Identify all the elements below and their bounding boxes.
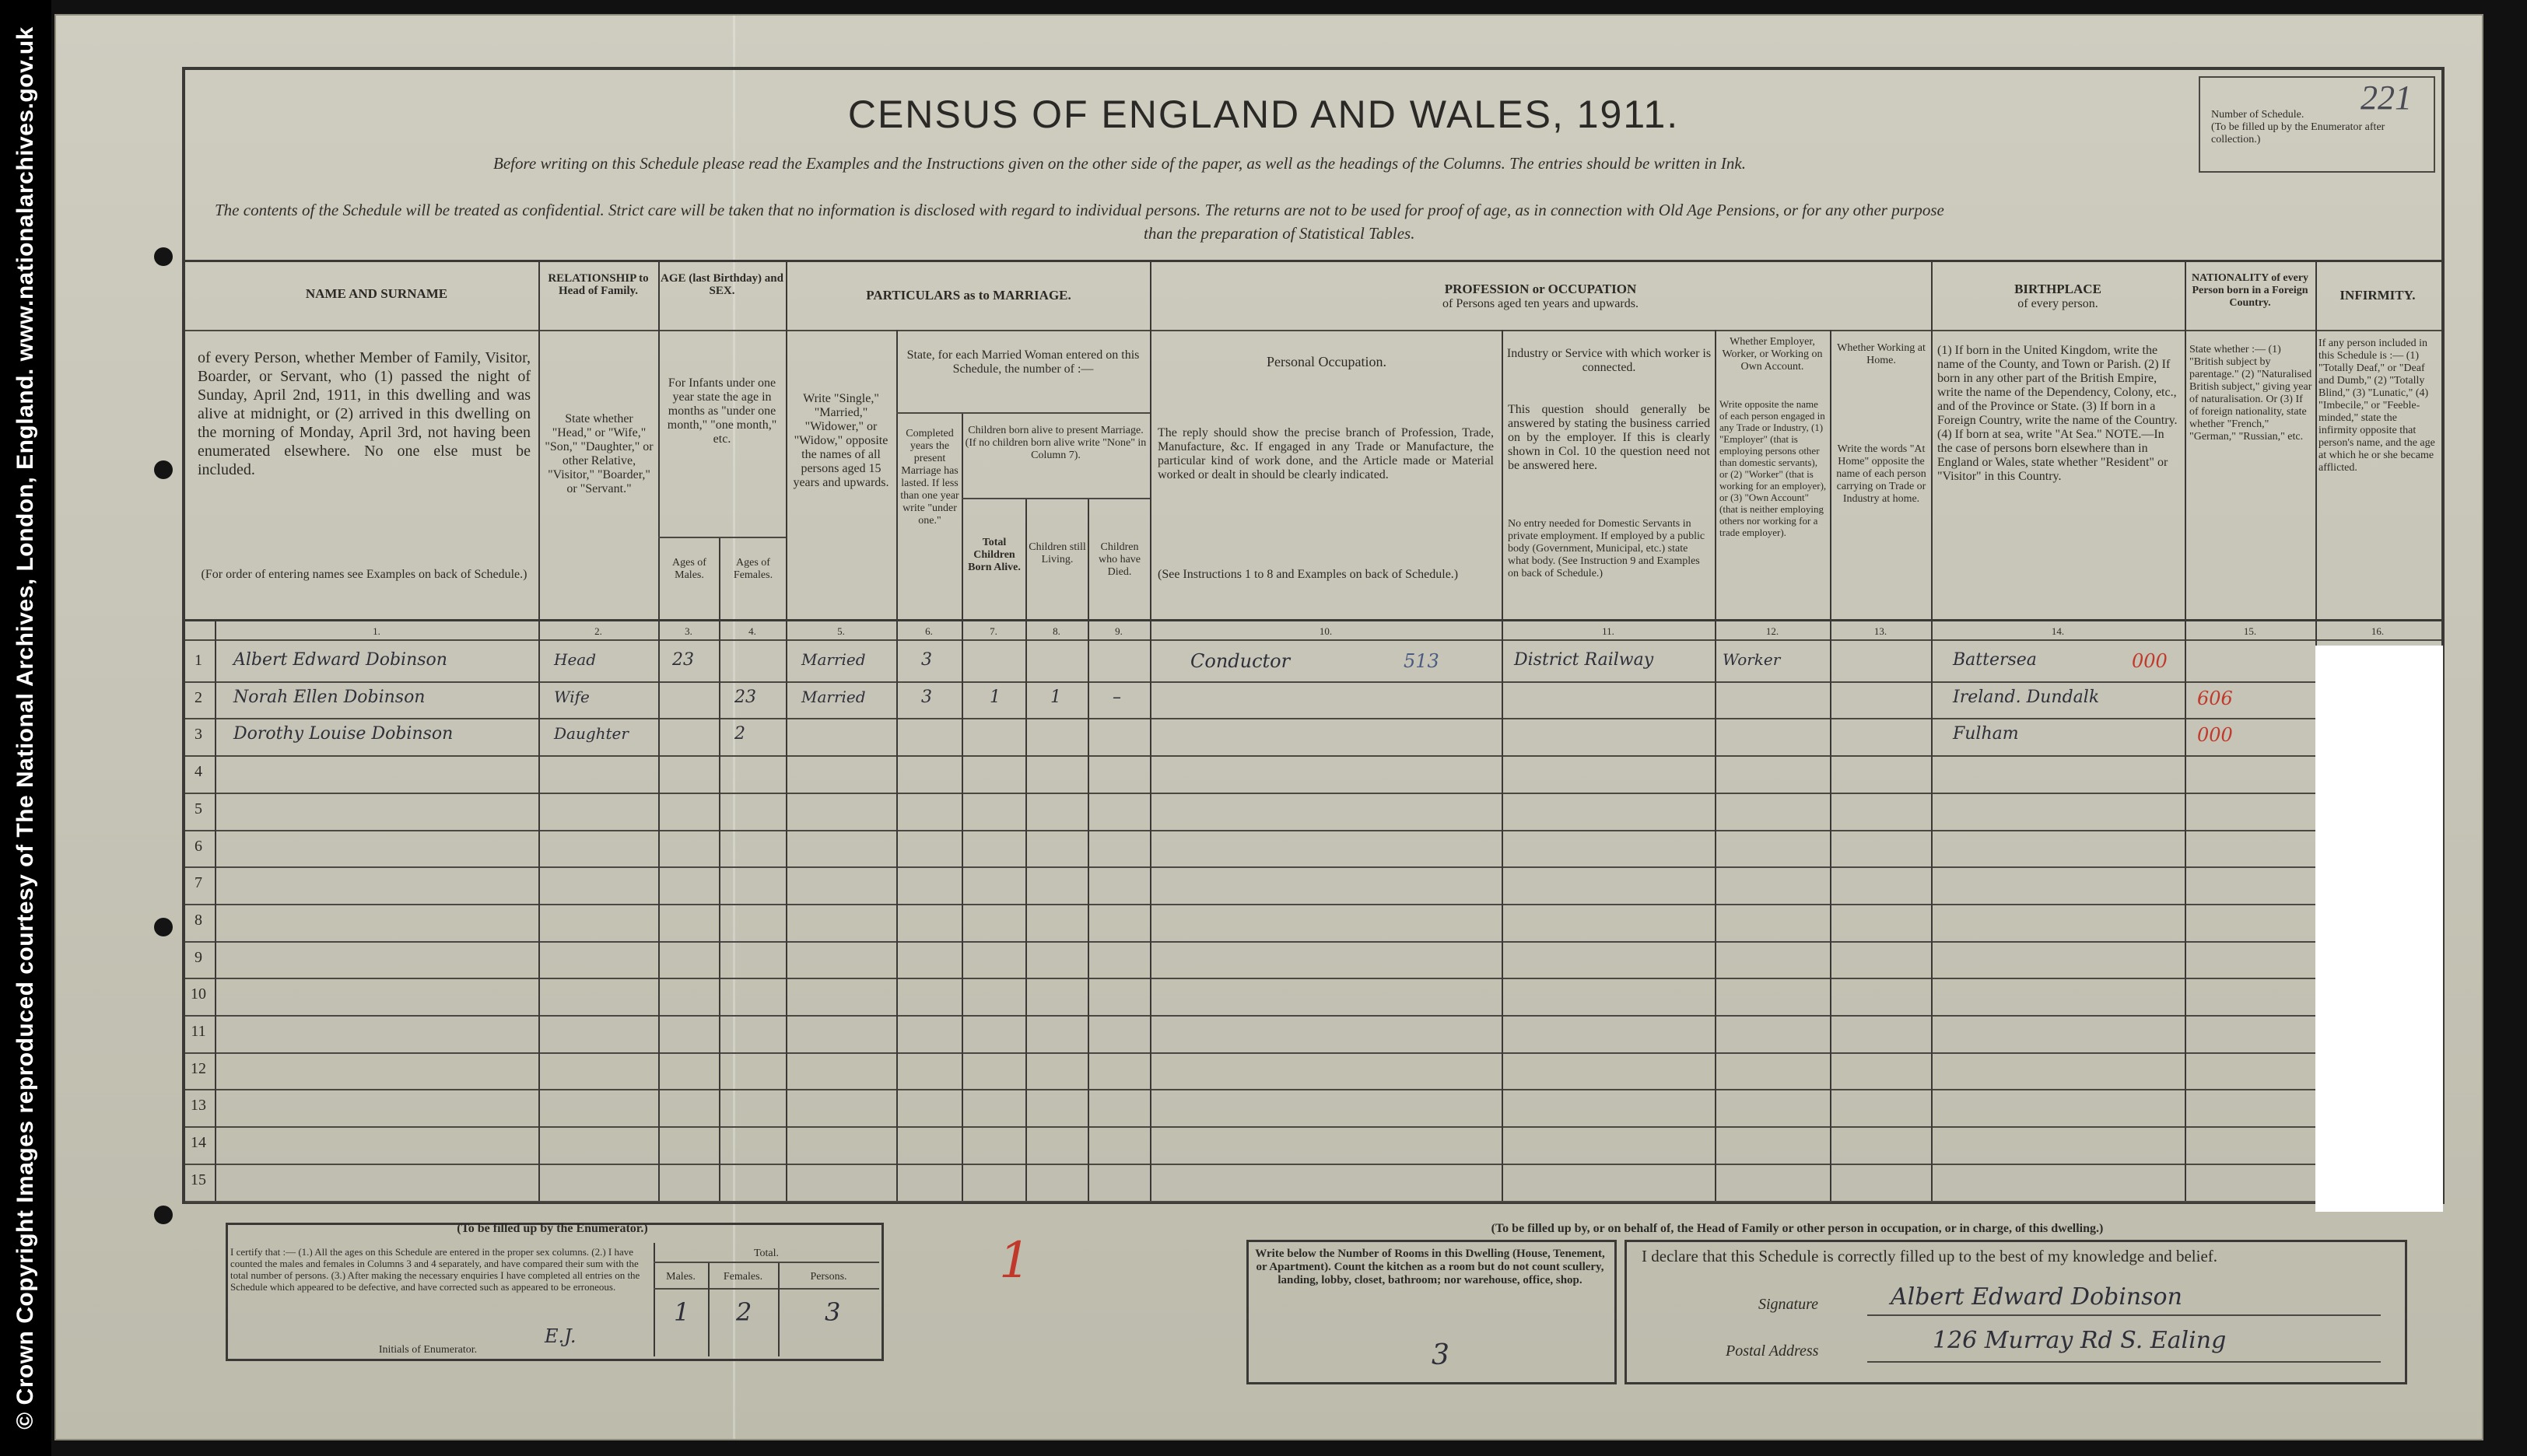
- marriage-write: Write "Single," "Married," "Widower," or "Widow," opposite the names of all persons aged 15 years and upwards.: [793, 392, 889, 489]
- rooms-instruction: Write below the Number of Rooms in this Dwelling (House, Tenement, or Apartment). Count the kitchen as a room but do not count scullery, landing, lobby, closet, bathroom; nor warehouse, office, shop.: [1255, 1248, 1605, 1286]
- total-label: Total.: [753, 1248, 780, 1259]
- form-title: CENSUS OF ENGLAND AND WALES, 1911.: [847, 93, 1680, 136]
- intro-line-3: than the preparation of Statistical Tables.: [1144, 224, 1415, 243]
- col-line: [1150, 260, 1151, 1201]
- address-label: Postal Address: [1726, 1342, 1819, 1360]
- males-label: Males.: [666, 1271, 696, 1283]
- column-number: 15.: [2243, 625, 2257, 637]
- column-number: 4.: [748, 625, 756, 637]
- entry-employer: Worker: [1723, 650, 1781, 669]
- copyright-text: © Crown Copyright Images reproduced courtesy of The National Archives, London, England. www.nationalarchives.gov.uk: [12, 26, 38, 1430]
- personal-occupation-label: Personal Occupation.: [1267, 354, 1386, 369]
- column-number: 1.: [373, 625, 380, 637]
- entry-birth-code: 606: [2197, 688, 2233, 709]
- entry-children-died: –: [1113, 688, 1121, 707]
- row-line: [185, 1201, 2441, 1202]
- entry-age-female: 2: [734, 724, 745, 744]
- column-number: 10.: [1319, 625, 1333, 637]
- entry-birthplace: Fulham: [1953, 724, 2019, 744]
- nationality-description: State whether :— (1) "British subject by parentage." (2) "Naturalised British subject," giving year of naturalisation. Or (3) If of foreign nationality, state whether "French," "German," "Russian," etc.: [2189, 344, 2312, 443]
- industry-label: Industry or Service with which worker is connected.: [1506, 347, 1712, 374]
- row-line: [185, 1126, 2441, 1128]
- intro-line-2: The contents of the Schedule will be treated as confidential. Strict care will be taken that no information is disclosed with regard to individual persons. The returns are not to be used for proof of age, as in connection with Old Age Pensions, or for any other purpose: [215, 201, 1944, 219]
- punch-hole: [154, 918, 173, 936]
- completed-years: Completed years the present Marriage has lasted. If less than one year write "under one.": [900, 428, 959, 527]
- entry-years-married: 3: [921, 650, 932, 670]
- col-line: [962, 412, 963, 1201]
- declaration-text: I declare that this Schedule is correctly filled up to the best of my knowledge and belief.: [1642, 1247, 2218, 1265]
- col-line: [1088, 498, 1089, 1201]
- postal-address: 126 Murray Rd S. Ealing: [1933, 1327, 2227, 1354]
- column-number: 2.: [594, 625, 602, 637]
- column-number: 11.: [1602, 625, 1614, 637]
- children-sub-rule: [962, 498, 1150, 499]
- row-line: [185, 1015, 2441, 1017]
- total-males: 1: [674, 1297, 690, 1327]
- header-bottom-rule: [185, 619, 2441, 621]
- header-rule: [185, 330, 2441, 331]
- punch-hole: [154, 247, 173, 266]
- total-rule: [654, 1262, 879, 1263]
- married-woman-note: State, for each Married Woman entered on this Schedule, the number of :—: [906, 348, 1140, 376]
- row-line: [185, 793, 2441, 794]
- entry-marriage: Married: [801, 688, 866, 706]
- col-line: [896, 330, 898, 1201]
- females-label: Females.: [723, 1271, 763, 1283]
- header-marriage: PARTICULARS as to MARRIAGE.: [866, 288, 1071, 303]
- header-age: AGE (last Birthday) and SEX.: [661, 272, 783, 297]
- row-number: 3: [195, 726, 202, 743]
- row-number: 14: [191, 1134, 206, 1151]
- personal-occupation-description: The reply should show the precise branch of Profession, Trade, Manufacture, &c. If engaged in any Trade or Manufacture, the particular kind of work done, and the Article made or Material worked or dealt in should be clearly indicated.: [1158, 426, 1494, 481]
- age-description: For Infants under one year state the age in months as "under one month," "one month," etc.: [667, 376, 777, 446]
- entry-occupation: Conductor: [1190, 650, 1291, 672]
- entry-birthplace: Battersea: [1953, 650, 2037, 670]
- column-number: 6.: [925, 625, 933, 637]
- row-number: 4: [195, 763, 202, 780]
- entry-name: Albert Edward Dobinson: [233, 650, 447, 670]
- column-number: 8.: [1053, 625, 1060, 637]
- signature-label: Signature: [1758, 1296, 1819, 1313]
- col-line: [1715, 330, 1716, 1201]
- table-top-rule: [185, 260, 2441, 262]
- row-number: 6: [195, 838, 202, 855]
- row-line: [185, 681, 2441, 683]
- row-number: 5: [195, 800, 202, 817]
- header-birthplace: BIRTHPLACE: [2014, 282, 2101, 296]
- row-number: 8: [195, 912, 202, 929]
- col-line: [658, 260, 660, 1201]
- column-number: 12.: [1765, 625, 1779, 637]
- birthplace-description: (1) If born in the United Kingdom, write the name of the County, and Town or Parish. (2) If born in any other part of the British Empire, write the name of the Dependency, Colony, etc., and of the Province or State. (3) If born in a Foreign Country, write the name of the Country. (4) If born at sea, write "At Sea." NOTE.—In the case of persons born elsewhere than in England or Wales, state whether "Resident" or "Visitor" in this Country.: [1937, 344, 2178, 483]
- at-home-description: Write the words "At Home" opposite the name of each person carrying on Trade or Industry at home.: [1836, 443, 1926, 505]
- punch-hole: [154, 460, 173, 479]
- row-line: [185, 1164, 2441, 1165]
- row-number: 2: [195, 689, 202, 706]
- column-number: 14.: [2051, 625, 2065, 637]
- entry-age-male: 23: [672, 650, 694, 670]
- infirmity-description: If any person included in this Schedule is :— (1) "Totally Deaf," or "Deaf and Dumb," (2) "Totally Blind," (3) "Lunatic," (4) "Imbecile," or "Feeble-minded," state the infirmity opposite that person's name, and the age at which he or she became afflicted.: [2318, 338, 2435, 474]
- copyright-strip: [0, 0, 51, 1456]
- row-number: 15: [191, 1171, 206, 1188]
- redaction-block: [2315, 646, 2443, 1212]
- entry-name: Dorothy Louise Dobinson: [233, 724, 454, 744]
- header-nationality: NATIONALITY of every Person born in a Foreign Country.: [2191, 272, 2309, 309]
- signature-line: [1867, 1314, 2381, 1316]
- employer-label: Whether Employer, Worker, or Working on Own Account.: [1722, 336, 1823, 373]
- children-living-label: Children still Living.: [1029, 541, 1086, 565]
- col-line: [538, 260, 540, 1201]
- column-number: 5.: [837, 625, 845, 637]
- header-name: NAME AND SURNAME: [305, 286, 448, 301]
- employer-description: Write opposite the name of each person engaged in any Trade or Industry, (1) "Employer" (that is employing persons other than domestic servants), or (2) "Worker" (that is working for an employer), or (3) "Own Account" (that is neither employing others nor working for a trade employer).: [1719, 398, 1827, 538]
- row-line: [185, 1052, 2441, 1054]
- total-rule-2: [654, 1288, 879, 1290]
- children-born: Children born alive to present Marriage. (If no children born alive write "None" in Column 7).: [965, 425, 1147, 461]
- intro-line-1: Before writing on this Schedule please read the Examples and the Instructions given on the other side of the paper, as well as the headings of the Columns. The entries should be written in Ink.: [493, 154, 1746, 173]
- ages-females-label: Ages of Females.: [733, 557, 773, 581]
- name-note: (For order of entering names see Examples on back of Schedule.): [201, 568, 527, 581]
- row-line: [185, 1089, 2441, 1090]
- row-number: 1: [195, 652, 202, 669]
- entry-marriage: Married: [801, 650, 866, 669]
- col-line: [2185, 260, 2186, 1201]
- schedule-note: (To be filled up by the Enumerator after collection.): [2211, 121, 2385, 145]
- entry-birthplace: Ireland. Dundalk: [1953, 688, 2100, 707]
- initials-label: Initials of Enumerator.: [378, 1344, 478, 1356]
- col-line: [215, 621, 216, 1201]
- entry-birth-code: 000: [2197, 724, 2233, 746]
- row-number: 7: [195, 874, 202, 891]
- row-number: 10: [191, 985, 206, 1003]
- entry-relationship: Wife: [554, 688, 590, 706]
- punch-hole: [154, 1206, 173, 1224]
- industry-description: This question should generally be answered by stating the business carried on by the employer. If this is clearly shown in Col. 10 the question need not be answered here.: [1508, 403, 1710, 472]
- row-line: [185, 755, 2441, 757]
- row-line: [185, 718, 2441, 719]
- ages-males-label: Ages of Males.: [672, 557, 706, 581]
- enumerator-initials: E.J.: [545, 1325, 577, 1347]
- row-number: 12: [191, 1060, 206, 1077]
- signature: Albert Edward Dobinson: [1891, 1283, 2182, 1311]
- schedule-number: 221: [2361, 79, 2412, 117]
- row-line: [185, 866, 2441, 868]
- row-line: [185, 830, 2441, 831]
- children-died-label: Children who have Died.: [1098, 541, 1141, 578]
- rooms-count: 3: [1432, 1339, 1449, 1371]
- column-number: 13.: [1873, 625, 1887, 637]
- header-relationship: RELATIONSHIP to Head of Family.: [548, 272, 649, 297]
- column-number: 16.: [2371, 625, 2385, 637]
- header-profession-sub: of Persons aged ten years and upwards.: [1442, 297, 1639, 310]
- entry-age-female: 23: [734, 688, 756, 707]
- at-home-label: Whether Working at Home.: [1837, 342, 1926, 366]
- entry-children-living: 1: [1050, 688, 1061, 707]
- entry-industry: District Railway: [1514, 650, 1654, 670]
- enumerator-title: (To be filled up by the Enumerator.): [457, 1222, 648, 1235]
- name-description: of every Person, whether Member of Family, Visitor, Boarder, or Servant, who (1) passed the night of Sunday, April 2nd, 1911, in this dwelling and was alive at midnight, or (2) arrived in this dwelling on the morning of Monday, April 3rd, not having been enumerated elsewhere. No one else must be included.: [198, 349, 531, 478]
- colnum-rule: [185, 639, 2441, 641]
- row-line: [185, 941, 2441, 943]
- header-infirmity: INFIRMITY.: [2339, 288, 2416, 303]
- col-line: [1502, 330, 1503, 1201]
- persons-label: Persons.: [810, 1271, 847, 1283]
- entry-name: Norah Ellen Dobinson: [233, 688, 426, 707]
- address-line: [1867, 1361, 2381, 1363]
- schedule-label: Number of Schedule.: [2211, 109, 2304, 121]
- row-line: [185, 904, 2441, 905]
- col-line: [1931, 260, 1933, 1201]
- red-tally-mark: 1: [999, 1232, 1031, 1290]
- schedule-number-box: [2199, 76, 2435, 173]
- entry-total-children: 1: [990, 688, 1001, 707]
- entry-occupation-code: 513: [1404, 650, 1439, 672]
- column-number: 7.: [990, 625, 997, 637]
- header-birthplace-sub: of every person.: [2017, 297, 2098, 310]
- total-females: 2: [736, 1297, 752, 1327]
- column-number: 9.: [1115, 625, 1123, 637]
- head-section-title: (To be filled up by, or on behalf of, the Head of Family or other person in occupation, or in charge, of this dwelling.): [1491, 1222, 2104, 1235]
- row-line: [185, 978, 2441, 979]
- entry-relationship: Head: [554, 650, 597, 669]
- total-children-label: Total Children Born Alive.: [968, 537, 1021, 573]
- col-line: [719, 537, 720, 1201]
- age-sub-rule: [658, 537, 786, 538]
- marriage-sub-rule: [896, 412, 1150, 414]
- entry-years-married: 3: [921, 688, 932, 707]
- column-number: 3.: [685, 625, 692, 637]
- enumerator-certify: I certify that :— (1.) All the ages on this Schedule are entered in the proper sex columns. (2.) I have counted the males and females in Columns 3 and 4 separately, and have compared their sum with the total number of persons. (3.) After making the necessary enquiries I have completed all entries on the Schedule which appeared to be defective, and have corrected such as appeared to be erroneous.: [230, 1246, 640, 1293]
- col-line: [1025, 498, 1027, 1201]
- industry-note: No entry needed for Domestic Servants in private employment. If employed by a public body (Government, Municipal, etc.) state what body. (See Instruction 9 and Examples on back of Schedule.): [1508, 518, 1705, 579]
- personal-occupation-note: (See Instructions 1 to 8 and Examples on back of Schedule.): [1158, 568, 1459, 581]
- header-profession: PROFESSION or OCCUPATION: [1444, 282, 1637, 296]
- relationship-description: State whether "Head," or "Wife," "Son," "Daughter," or other Relative, "Visitor," "Boarder," or "Servant.": [545, 412, 654, 495]
- total-persons: 3: [825, 1297, 841, 1327]
- entry-birth-code: 000: [2132, 650, 2168, 672]
- row-number: 11: [191, 1023, 206, 1040]
- col-line: [786, 260, 787, 1201]
- row-number: 9: [195, 949, 202, 966]
- entry-relationship: Daughter: [554, 724, 629, 743]
- row-number: 13: [191, 1097, 206, 1114]
- col-line: [1830, 330, 1831, 1201]
